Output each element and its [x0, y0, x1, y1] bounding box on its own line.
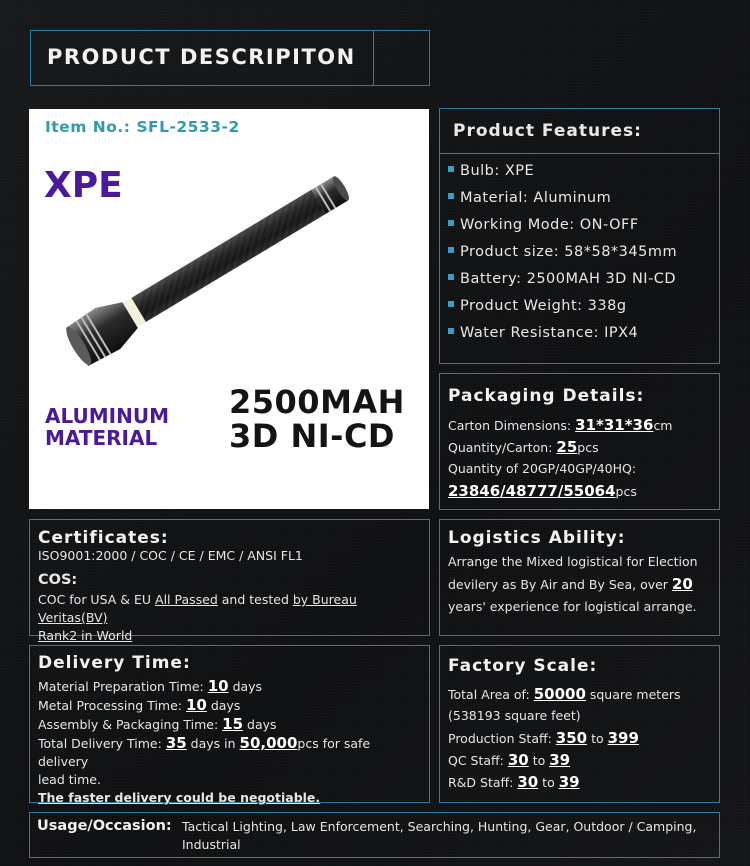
product-image: [29, 109, 429, 509]
logistics-title: Logistics Ability:: [448, 528, 626, 548]
bullet-square-icon: [448, 274, 454, 280]
feature-item: Product size: 58*58*345mm: [448, 243, 677, 270]
factory-panel: [439, 645, 720, 803]
logistics-line-2: devilery as By Air and By Sea, over 20: [448, 575, 693, 593]
material-line-2: MATERIAL: [45, 426, 158, 450]
bullet-square-icon: [448, 247, 454, 253]
cos-text: COC for USA & EU All Passed and tested by Bureau Veritas(BV) Rank2 in World: [38, 592, 357, 643]
assembly-time: Assembly & Packaging Time: 15 days: [38, 715, 277, 733]
delivery-details: [38, 677, 423, 807]
usage-text: Tactical Lighting, Law Enforcement, Searching, Hunting, Gear, Outdoor / Camping, Industrial: [182, 819, 697, 852]
feature-item: Material: Aluminum: [448, 189, 677, 216]
usage-panel: [29, 812, 720, 858]
capacity-line-2: 3D NI-CD: [229, 417, 395, 455]
factory-area: Total Area of: 50000 square meters: [448, 685, 681, 703]
logistics-line-1: Arrange the Mixed logistical for Election: [448, 554, 698, 569]
logistics-panel: [439, 519, 720, 636]
factory-area-feet: (538193 square feet): [448, 708, 581, 723]
bullet-square-icon: [448, 328, 454, 334]
lead-time: lead time.: [38, 772, 101, 787]
bullet-square-icon: [448, 193, 454, 199]
capacity-line-1: 2500MAH: [229, 383, 405, 421]
packaging-title: Packaging Details:: [448, 386, 645, 406]
item-number: Item No.: SFL-2533-2: [45, 118, 240, 136]
title-divider: [373, 31, 374, 85]
bulb-label: XPE: [44, 165, 123, 206]
packaging-panel: [439, 373, 720, 510]
rd-staff: R&D Staff: 30 to 39: [448, 773, 580, 791]
bullet-square-icon: [448, 166, 454, 172]
carton-dimensions: Carton Dimensions: 31*31*36cm: [448, 416, 673, 434]
usage-title: Usage/Occasion:: [37, 818, 172, 834]
features-list: [448, 162, 677, 351]
delivery-title: Delivery Time:: [38, 653, 191, 673]
delivery-panel: [29, 645, 430, 803]
container-quantity: 23846/48777/55064pcs: [448, 482, 637, 500]
certificates-title: Certificates:: [38, 528, 169, 548]
factory-title: Factory Scale:: [448, 656, 598, 676]
qc-staff: QC Staff: 30 to 39: [448, 751, 571, 769]
feature-item: Water Resistance: IPX4: [448, 324, 677, 351]
page-title-box: [30, 30, 430, 86]
bullet-square-icon: [448, 301, 454, 307]
material-line-1: ALUMINUM: [45, 404, 169, 428]
feature-item: Bulb: XPE: [448, 162, 677, 189]
total-delivery-time: Total Delivery Time: 35 days in 50,000pcs for safe delivery: [38, 734, 371, 769]
capacity-label: [229, 385, 405, 453]
quantity-carton: Quantity/Carton: 25pcs: [448, 438, 599, 456]
features-title: Product Features:: [453, 121, 642, 141]
logistics-line-3: years' experience for logistical arrange.: [448, 599, 697, 614]
page-title: PRODUCT DESCRIPITON: [47, 45, 356, 69]
delivery-note: The faster delivery could be negotiable.: [38, 790, 321, 805]
features-header: [440, 109, 719, 154]
bullet-square-icon: [448, 220, 454, 226]
cos-title: COS:: [38, 572, 78, 588]
material-label: [45, 405, 169, 449]
product-features-panel: [439, 108, 720, 364]
material-prep-time: Material Preparation Time: 10 days: [38, 677, 263, 695]
certificates-panel: [29, 519, 430, 643]
metal-processing-time: Metal Processing Time: 10 days: [38, 696, 241, 714]
feature-item: Working Mode: ON-OFF: [448, 216, 677, 243]
production-staff: Production Staff: 350 to 399: [448, 729, 639, 747]
feature-item: Battery: 2500MAH 3D NI-CD: [448, 270, 677, 297]
certificates-list: ISO9001:2000 / COC / CE / EMC / ANSI FL1: [38, 548, 303, 563]
feature-item: Product Weight: 338g: [448, 297, 677, 324]
container-quantity-label: Quantity of 20GP/40GP/40HQ:: [448, 461, 637, 476]
